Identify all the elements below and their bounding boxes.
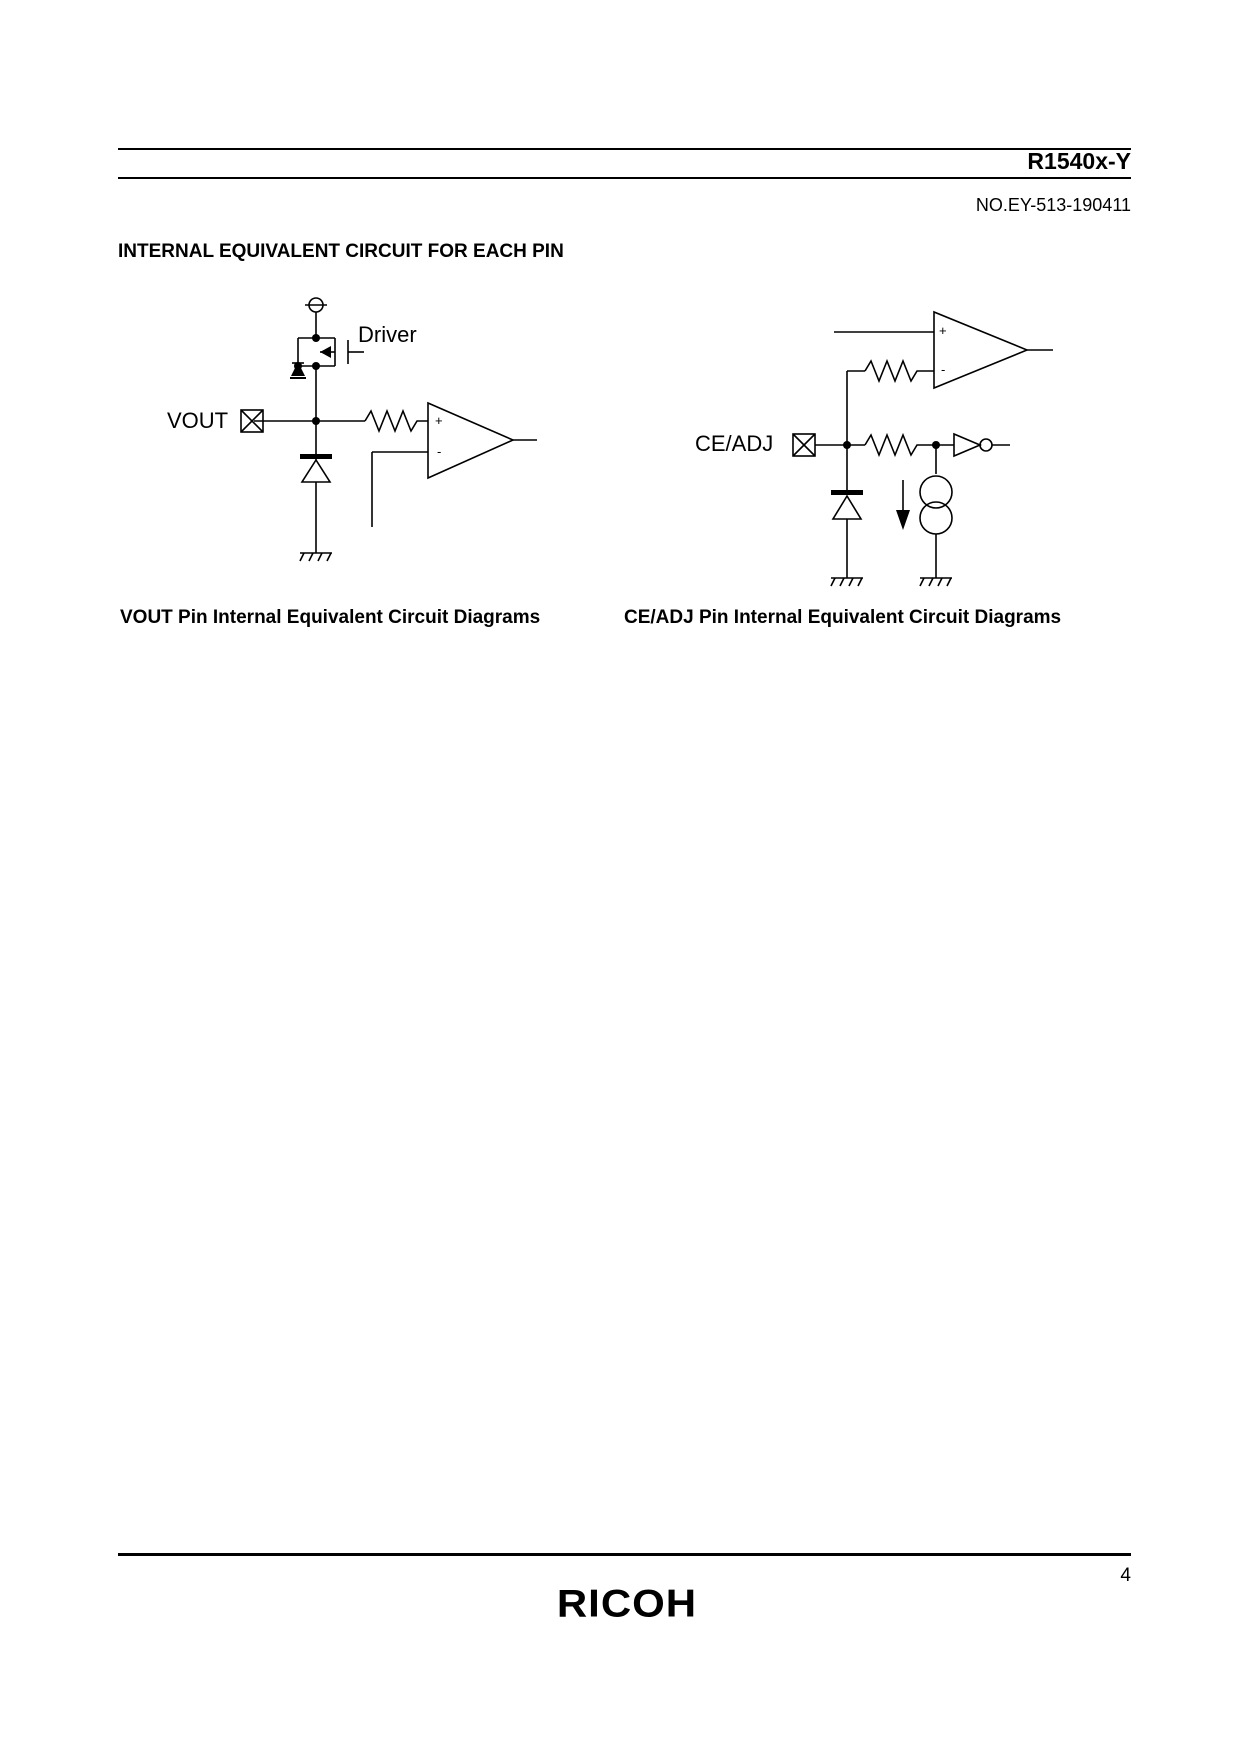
part-number: R1540x-Y xyxy=(1027,148,1131,174)
header-bottom-rule xyxy=(118,177,1131,179)
vout-opamp-plus: + xyxy=(435,413,443,428)
vout-circuit-diagram xyxy=(160,290,550,570)
ceadj-opamp-minus: - xyxy=(941,362,946,377)
ceadj-pin-label: CE/ADJ xyxy=(695,431,774,456)
ceadj-inverter xyxy=(954,434,980,456)
ricoh-logo-text: RICOH xyxy=(556,1585,698,1625)
vout-opamp-minus: - xyxy=(437,444,442,459)
driver-label: Driver xyxy=(358,322,417,347)
vout-caption: VOUT Pin Internal Equivalent Circuit Diagrams xyxy=(120,607,541,628)
ceadj-caption: CE/ADJ Pin Internal Equivalent Circuit Diagrams xyxy=(624,607,1062,628)
ricoh-logo xyxy=(532,1585,722,1625)
footer-rule xyxy=(118,1553,1131,1556)
ceadj-opamp-plus: + xyxy=(939,323,947,338)
current-source xyxy=(920,476,952,508)
vout-pin-label: VOUT xyxy=(167,408,229,433)
ceadj-opamp xyxy=(934,312,1027,388)
ceadj-circuit-diagram xyxy=(690,300,1070,590)
page-number: 4 xyxy=(1120,1565,1131,1586)
header-top-rule xyxy=(118,148,1131,150)
document-number: NO.EY-513-190411 xyxy=(975,195,1131,215)
section-title: INTERNAL EQUIVALENT CIRCUIT FOR EACH PIN xyxy=(118,241,564,262)
